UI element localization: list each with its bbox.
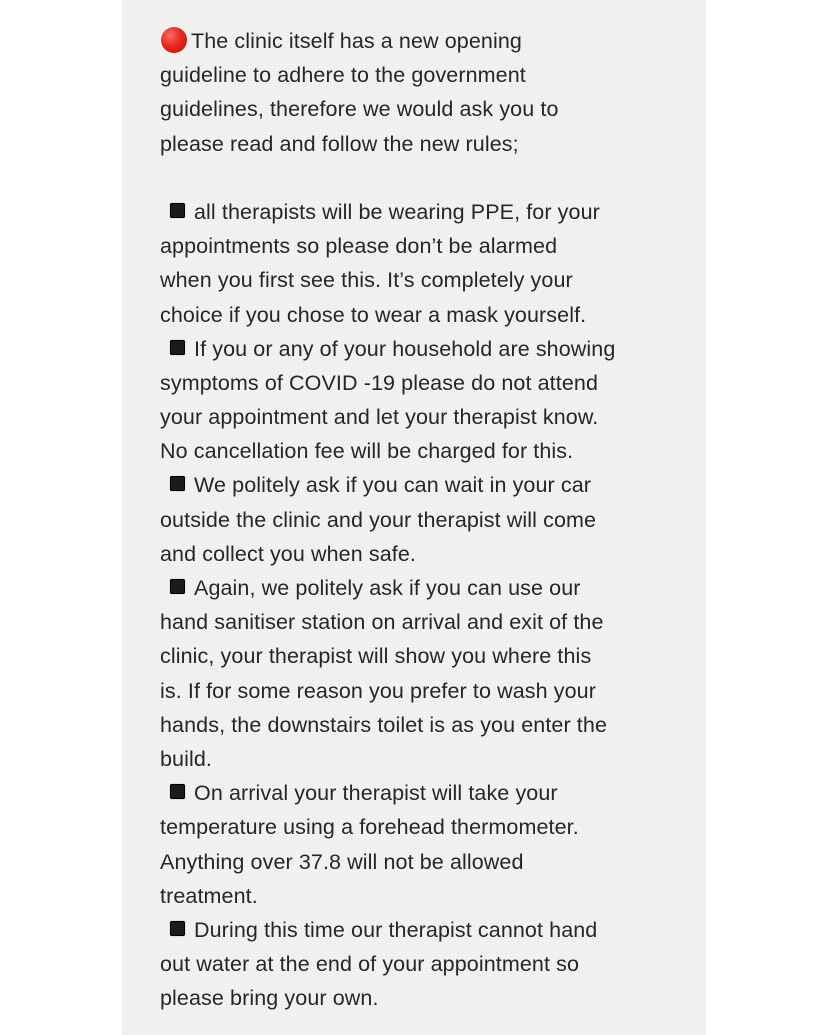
rule-line: hands, the downstairs toilet is as you enter the [160,712,607,737]
rule-item [160,776,680,913]
rule-line: build. [160,746,212,771]
text-line [160,605,680,639]
black-square-icon [170,340,185,355]
intro-line: guidelines, therefore we would ask you to [160,97,559,122]
text-line [160,127,680,161]
rule-line: clinic, your therapist will show you where this [160,644,592,669]
rule-line: your appointment and let your therapist know. [160,405,599,430]
text-line [160,468,680,502]
rule-line: treatment. [160,883,258,908]
rule-line: No cancellation fee will be charged for this. [160,439,574,464]
note-text [160,24,680,1015]
black-square-icon [170,579,185,594]
rule-item [160,195,680,332]
text-line [160,537,680,571]
blank-line [160,161,680,195]
text-line [160,947,680,981]
text-line [160,913,680,947]
rule-line: please bring your own. [160,986,379,1011]
rule-line: temperature using a forehead thermometer. [160,815,579,840]
intro-paragraph [160,24,680,161]
intro-line: please read and follow the new rules; [160,131,519,156]
red-circle-icon [161,27,187,53]
rule-line: out water at the end of your appointment so [160,952,580,977]
rule-line: Again, we politely ask if you can use our [194,576,581,600]
text-line [160,708,680,742]
rule-line: is. If for some reason you prefer to wash your [160,678,596,703]
rule-line: all therapists will be wearing PPE, for your [194,199,600,224]
text-line [160,332,680,366]
rule-item [160,571,680,776]
text-line [160,366,680,400]
rule-line: Anything over 37.8 will not be allowed [160,849,524,874]
text-line [160,571,680,605]
rule-line: outside the clinic and your therapist will come [160,507,597,532]
text-line [160,810,680,844]
rule-line: choice if you chose to wear a mask yourself. [160,302,587,327]
text-line [160,263,680,297]
rule-line: hand sanitiser station on arrival and exit of the [160,610,604,635]
text-line [160,58,680,92]
black-square-icon [170,784,185,799]
text-line [160,195,680,229]
text-line [160,742,680,776]
text-line [160,298,680,332]
rule-line: when you first see this. It’s completely your [160,268,573,293]
rule-line: On arrival your therapist will take your [194,781,558,806]
rule-line: We politely ask if you can wait in your car [194,473,592,498]
text-line [160,24,680,58]
text-line [160,503,680,537]
intro-line: The clinic itself has a new opening [191,29,522,53]
black-square-icon [170,476,185,491]
text-line [160,845,680,879]
black-square-icon [170,203,185,218]
rule-item [160,468,680,571]
text-line [160,879,680,913]
rule-line: If you or any of your household are showing [194,336,616,361]
rule-item [160,913,680,1016]
text-line [160,674,680,708]
black-square-icon [170,921,185,936]
text-line [160,92,680,126]
rule-line: symptoms of COVID -19 please do not attend [160,370,598,395]
rule-line: During this time our therapist cannot hand [194,917,598,942]
text-line [160,981,680,1015]
text-line [160,434,680,468]
intro-line: guideline to adhere to the government [160,63,526,88]
rule-line: and collect you when safe. [160,541,416,566]
text-line [160,229,680,263]
rule-item [160,332,680,469]
text-line [160,400,680,434]
text-line [160,776,680,810]
rule-line: appointments so please don’t be alarmed [160,234,558,259]
text-line [160,639,680,673]
